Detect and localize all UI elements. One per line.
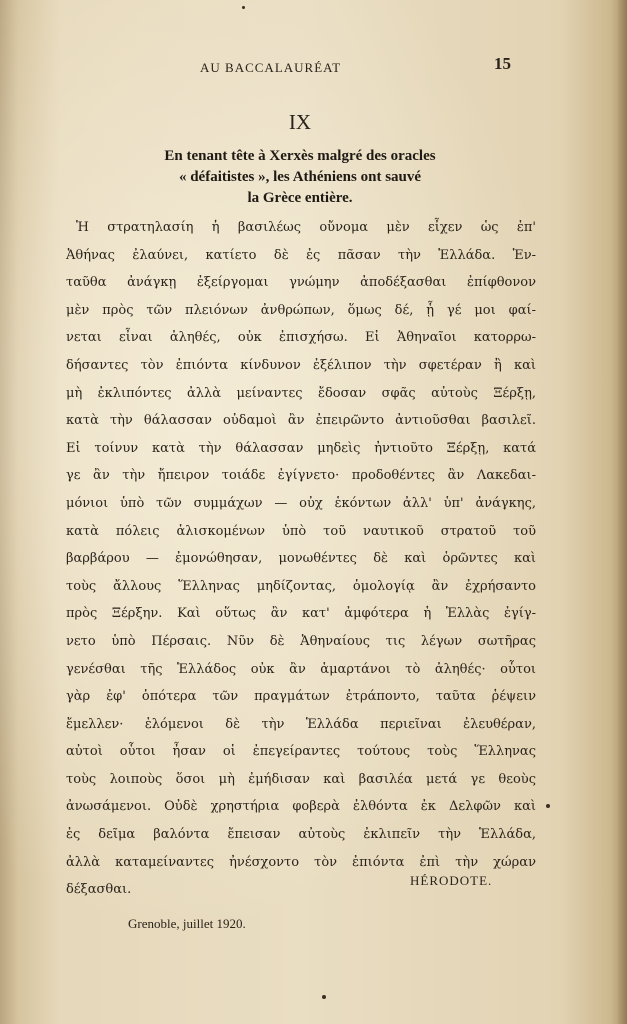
text-line: βαρβάρου — ἐμονώθησαν, μονωθέντες δὲ καὶ ὁρῶντες καὶ: [66, 551, 536, 567]
text-line: ἔμελλεν· ἑλόμενοι δὲ τὴν Ἑλλάδα περιεῖναι ἐλευθέραν,: [66, 716, 536, 732]
text-line: πρὸς Ξέρξην. Καὶ οὕτως ἂν κατ' ἀμφότερα ἡ Ἑλλὰς ἐγίγ-: [66, 606, 536, 622]
text-line: δήσαντες τὸν ἐπιόντα κίνδυνον ἐξέλιπον τὴν σφετέραν ἢ καὶ: [66, 357, 536, 373]
text-line: μὴ ἐκλιπόντες ἀλλὰ μείναντες ἔδοσαν σφᾶς αὐτοὺς Ξέρξῃ,: [66, 385, 536, 401]
text-line: γὰρ ἐφ' ὁπότερα τῶν πραγμάτων ἐτράποντο, ταῦτα ῥέψειν: [66, 689, 536, 705]
text-line: τοὺς λοιποὺς ὅσοι μὴ ἐμήδισαν καὶ βασιλέα μετά γε θεοὺς: [66, 771, 536, 787]
text-line: νεται εἶναι ἀληθές, οὐκ ἐπισχήσω. Εἰ Ἀθηναῖοι κατορρω-: [66, 330, 536, 346]
paper-speck: [322, 995, 326, 999]
dateline: Grenoble, juillet 1920.: [128, 916, 246, 931]
greek-passage: [66, 214, 536, 904]
section-number: IX: [288, 110, 312, 134]
text-line: δέξασθαι.: [66, 882, 132, 898]
text-line: κατὰ τὴν θάλασσαν οὐδαμοὶ ἂν ἐπειρῶντο ἀντιοῦσθαι βασιλεῖ.: [66, 413, 536, 429]
paper-speck: [546, 804, 550, 808]
text-line: ἀλλὰ καταμείναντες ἠνέσχοντο τὸν ἐπιόντα ἐπὶ τὴν χώραν: [66, 854, 536, 870]
text-line: γενέσθαι τῆς Ἑλλάδος οὐκ ἂν ἁμαρτάνοι τὸ ἀληθές· οὗτοι: [66, 661, 536, 677]
text-line: ἐς δεῖμα βαλόντα ἔπεισαν αὐτοὺς ἐκλιπεῖν τὴν Ἑλλάδα,: [66, 827, 536, 843]
heading-line: la Grèce entière.: [247, 190, 353, 206]
author-attribution: HÉRODOTE.: [410, 873, 493, 888]
text-line: αὐτοὶ οὗτοι ἦσαν οἱ ἐπεγείραντες τούτους τοὺς Ἕλληνας: [66, 744, 536, 760]
text-line: Εἰ τοίνυν κατὰ τὴν θάλασσαν μηδεὶς ἠντιοῦτο Ξέρξῃ, κατά: [66, 440, 536, 456]
heading-line: « défaitistes », les Athéniens ont sauvé: [178, 169, 422, 185]
text-line: Ἡ στρατηλασίη ἡ βασιλέως οὔνομα μὲν εἶχεν ὡς ἐπ': [76, 220, 536, 235]
text-line: κατὰ πόλεις ἁλισκομένων ὑπὸ τοῦ ναυτικοῦ στρατοῦ τοῦ: [66, 523, 536, 539]
heading-line: En tenant tête à Xerxès malgré des oracles: [164, 148, 436, 164]
text-line: μὲν πρὸς τῶν πλειόνων ἀνθρώπων, ὅμως δέ, ᾗ γέ μοι φαί-: [66, 302, 536, 318]
section-heading: [60, 146, 540, 209]
text-line: ταῦθα ἀνάγκῃ ἐξείργομαι γνώμην ἀποδέξασθαι ἐπίφθονον: [66, 275, 536, 291]
text-line: Ἀθήνας ἐλαύνει, κατίετο δὲ ἐς πᾶσαν τὴν Ἑλλάδα. Ἐν-: [66, 247, 536, 263]
running-head: AU BACCALAURÉAT: [200, 60, 342, 75]
page-number: 15: [494, 54, 511, 73]
text-line: ἀνωσάμενοι. Οὐδὲ χρηστήρια φοβερὰ ἐλθόντα ἐκ Δελφῶν καὶ: [66, 799, 536, 815]
paper-speck: [242, 6, 245, 9]
page-edge-shadow: [617, 0, 627, 1024]
text-line: μόνιοι ὑπὸ τῶν συμμάχων — οὐχ ἑκόντων ἀλλ' ὑπ' ἀνάγκης,: [66, 495, 536, 511]
text-line: νετο ὑπὸ Πέρσαις. Νῦν δὲ Ἀθηναίους τις λέγων σωτῆρας: [66, 633, 536, 649]
text-line: γε ἂν τὴν ἤπειρον τοιάδε ἐγίγνετο· προδοθέντες ἂν Λακεδαι-: [66, 468, 536, 484]
text-line: τοὺς ἄλλους Ἕλληνας μηδίζοντας, ὁμολογίᾳ ἂν ἐχρήσαντο: [66, 578, 536, 594]
